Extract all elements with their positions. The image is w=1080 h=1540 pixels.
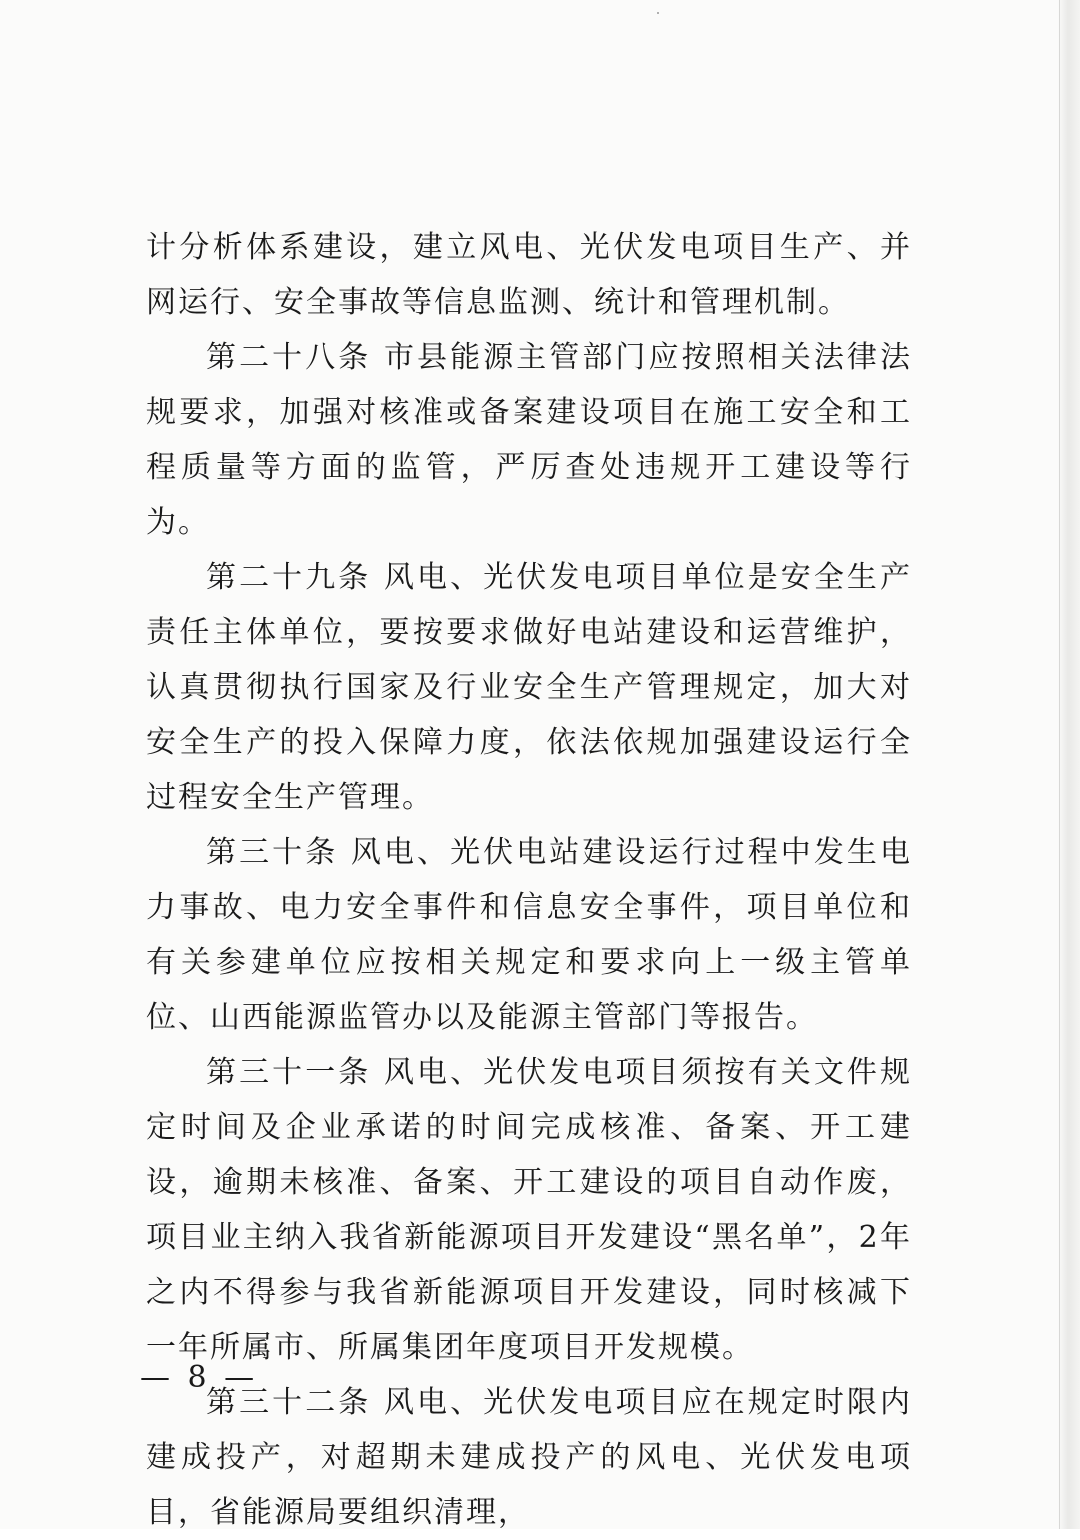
- page-edge-shadow: [1058, 0, 1080, 1529]
- paragraph-article-32: 第三十二条 风电、光伏发电项目应在规定时限内建成投产，对超期未建成投产的风电、光伏发电项目，省能源局要组织清理，: [146, 1385, 912, 1530]
- paragraph-article-29: 第二十九条 风电、光伏发电项目单位是安全生产责任主体单位，要按要求做好电站建设和运营维护，认真贯彻执行国家及行业安全生产管理规定，加大对安全生产的投入保障力度，依法依规加强建设运行全过程安全生产管理。: [146, 560, 912, 815]
- scan-speck: [657, 12, 659, 14]
- page-edge-line: [1059, 0, 1060, 1529]
- page-number: — 8 —: [140, 1360, 259, 1395]
- document-body: [146, 220, 912, 1540]
- paragraph-article-30: 第三十条 风电、光伏电站建设运行过程中发生电力事故、电力安全事件和信息安全事件，项目单位和有关参建单位应按相关规定和要求向上一级主管单位、山西能源监管办以及能源主管部门等报告。: [146, 835, 912, 1035]
- paragraph-article-31: 第三十一条 风电、光伏发电项目须按有关文件规定时间及企业承诺的时间完成核准、备案、开工建设，逾期未核准、备案、开工建设的项目自动作废，项目业主纳入我省新能源项目开发建设“黑名单”，2年之内不得参与我省新能源项目开发建设，同时核减下一年所属市、所属集团年度项目开发规模。: [146, 1055, 912, 1365]
- paragraph-continuation: 计分析体系建设，建立风电、光伏发电项目生产、并网运行、安全事故等信息监测、统计和管理机制。: [146, 230, 912, 320]
- paragraph-article-28: 第二十八条 市县能源主管部门应按照相关法律法规要求，加强对核准或备案建设项目在施工安全和工程质量等方面的监管，严厉查处违规开工建设等行为。: [146, 340, 912, 540]
